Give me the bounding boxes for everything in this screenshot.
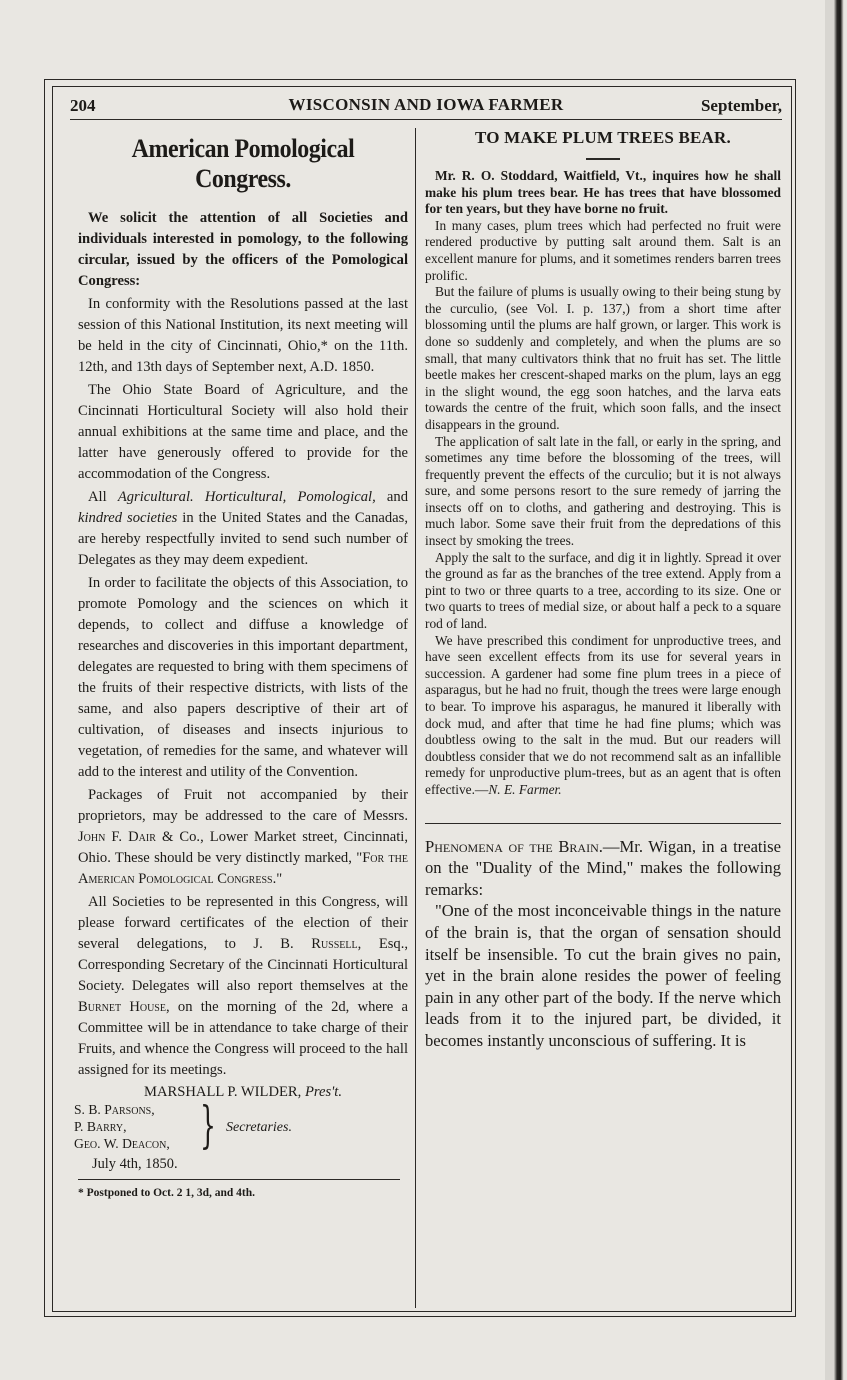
running-header	[70, 93, 782, 120]
article-paragraph: Apply the salt to the surface, and dig it in lightly. Spread it over the ground as far as the branches of the tree extend. Apply from a pint to two or three quarts to a tree, according to its size. One or two quarts to trees of medial size, or about half a peck to a square rod of land.	[425, 549, 781, 632]
article-paragraph: We have prescribed this condiment for unproductive trees, and have seen excellent effects from its use for several years in succession. A gardener had some fine plum trees in a piece of asparagus, but he had no fruit, though the trees were large enough to bear. To improve his asparagus, he manured it liberally with dock mud, and after that time he had fine plums; which was doubtless owing to the salt in the mud. But our readers will doubtless consider that we do not recommend salt as an infallible remedy for unproductive plum-trees, but as an agent that is often effective.—N. E. Farmer.	[425, 632, 781, 797]
article-paragraph: Mr. R. O. Stoddard, Waitfield, Vt., inquires how he shall make his plum trees bear. He has trees that have blossomed for ten years, but they have borne no fruit.	[425, 168, 781, 217]
article-paragraph: Packages of Fruit not accompanied by their proprietors, may be addressed to the care of Messrs. John F. Dair & Co., Lower Market street, Cincinnati, Ohio. These should be very distinctly marked, "For the American Pomological Congress."	[78, 787, 408, 887]
article-paragraph: In many cases, plum trees which had perfected no fruit were rendered productive by putting salt around them. Salt is an excellent manure for plums, and it sometimes renders barren trees prolific.	[425, 217, 781, 283]
footnote-rule	[78, 1179, 400, 1180]
title-rule	[586, 158, 620, 160]
journal-title: WISCONSIN AND IOWA FARMER	[288, 95, 564, 114]
footnote: * Postponed to Oct. 2 1, 3d, and 4th.	[78, 1187, 255, 1199]
article-intro: We solicit the attention of all Societies and individuals interested in pomology, to the following circular, issued by the officers of the Pomological Congress:	[78, 210, 408, 289]
article-paragraph: All Agricultural. Horticultural, Pomological, and kindred societies in the United States and the Canadas, are hereby respectfully invited to send such number of Delegates as they may deem expedient.	[78, 489, 408, 568]
column-divider	[415, 128, 416, 1308]
secretary-names: S. B. Parsons, P. Barry, Geo. W. Deacon,	[74, 1102, 170, 1151]
article-title-plum: TO MAKE PLUM TREES BEAR.	[475, 128, 731, 147]
article-paragraph: In conformity with the Resolutions passed at the last session of this National Institution, its next meeting will be held in the city of Cincinnati, Ohio,* on the 11th. 12th, and 13th days of September next, A.D. 1850.	[78, 296, 408, 375]
article-paragraph: But the failure of plums is usually owing to their being stung by the curculio, (see Vol. I. p. 137,) from a short time after blossoming until the plums are half grown, or larger. This work is done so suddenly and completely, and when the plums are so small, that many cultivators think that no fruit has set. The little beetle makes her crescent-shaped marks on the plum, lays an egg in the slight wound, the egg soon hatches, and the larva eats towards the centre of the fruit, which soon falls, and the insect disappears in the ground.	[425, 284, 781, 432]
article-title-brain: Phenomena of the Brain.	[425, 836, 603, 856]
secretaries-block	[74, 1096, 408, 1155]
page-number: 204	[70, 96, 96, 115]
right-column	[425, 128, 781, 1052]
secretaries-label: Secretaries.	[226, 1120, 292, 1135]
article-paragraph: All Societies to be represented in this Congress, will please forward certificates of the election of their several delegations, to J. B. Russell, Esq., Corresponding Secretary of the Cincinnati Horticultural Society. Delegates will also report themselves at the Burnet House, on the morning of the 2d, where a Committee will be in attendance to take charge of their Fruits, and whence the Congress will proceed to the hall assigned for its meetings.	[78, 894, 409, 1078]
president-signature: MARSHALL P. WILDER, Pres't.	[144, 1084, 342, 1100]
article-title-pomological: American Pomological Congress.	[131, 134, 355, 193]
brain-article-lead: Phenomena of the Brain.—Mr. Wigan, in a treatise on the "Duality of the Mind," makes the following remarks:	[425, 836, 781, 899]
left-column	[74, 128, 409, 1202]
issue-month: September,	[700, 96, 782, 115]
circular-date: July 4th, 1850.	[92, 1156, 178, 1172]
section-rule	[425, 823, 781, 824]
article-paragraph: The application of salt late in the fall, or early in the spring, and sometimes any time before the blossoming of the trees, will frequently prevent the effects of the curculio; but it is not always sure, and some persons resort to the sure remedy of jarring the insects off on to cloths, and gathering and destroying. This is much labor. Some save their fruit from the depredations of this insect by smoking the trees.	[425, 433, 781, 549]
scan-edge	[825, 0, 847, 1380]
brace-glyph: }	[199, 1096, 216, 1154]
article-paragraph: The Ohio State Board of Agriculture, and the Cincinnati Horticultural Society will also hold their annual exhibitions at the same time and place, and the latter have generously offered to provide for the accommodation of the Congress.	[78, 382, 408, 482]
brain-article-quote: "One of the most inconceivable things in the nature of the brain is, that the organ of sensation should itself be insensible. To cut the brain gives no pain, yet in the brain alone resides the power of feeling pain in any other part of the body. If the nerve which leads from it to the injured part, be divided, it becomes instantly unconscious of suffering. It is	[425, 901, 781, 1050]
article-paragraph: In order to facilitate the objects of this Association, to promote Pomology and the sciences on which it depends, to collect and diffuse a knowledge of researches and discoveries in this important department, delegates are requested to bring with them specimens of the fruits of their respective districts, with lists of the same, and also papers descriptive of their art of cultivation, of diseases and insects injurious to vegetation, of remedies for the same, and whatever will add to the interest and utility of the Convention.	[78, 575, 408, 780]
source-credit: N. E. Farmer.	[488, 781, 562, 797]
signoff	[74, 1083, 408, 1202]
